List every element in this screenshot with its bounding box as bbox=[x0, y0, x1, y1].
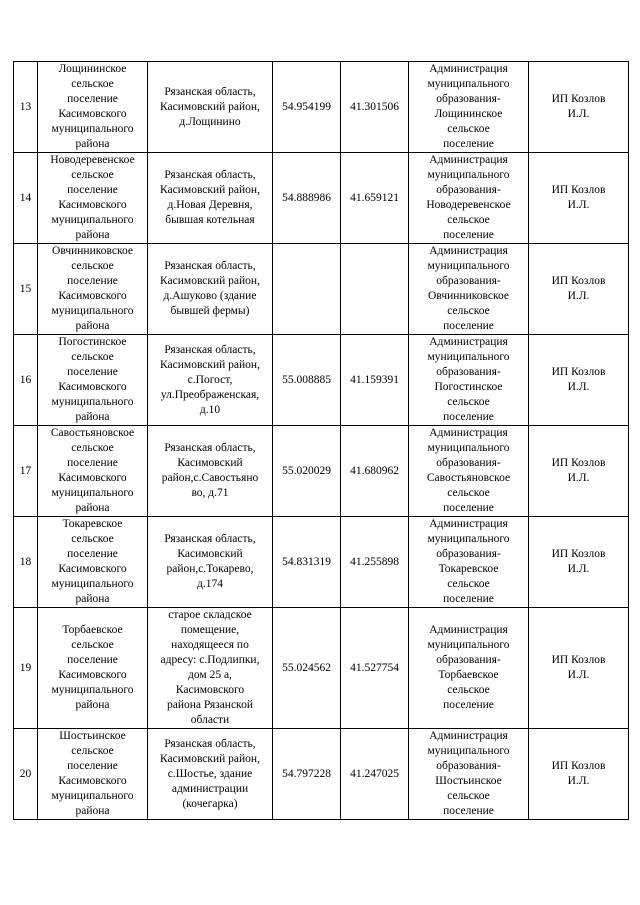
table-row bbox=[14, 335, 629, 426]
address: Рязанская область, Касимовский район,с.Токарево, д.174 bbox=[148, 517, 273, 608]
operator: ИП Козлов И.Л. bbox=[529, 517, 629, 608]
address: Рязанская область, Касимовский район, д.Лощинино bbox=[148, 62, 273, 153]
latitude: 55.008885 bbox=[273, 335, 341, 426]
owner: Администрация муниципального образования- Токаревское сельское поселение bbox=[409, 517, 529, 608]
latitude: 54.888986 bbox=[273, 153, 341, 244]
latitude: 55.024562 bbox=[273, 608, 341, 729]
table-row bbox=[14, 62, 629, 153]
owner: Администрация муниципального образования- Овчинниковское сельское поселение bbox=[409, 244, 529, 335]
operator: ИП Козлов И.Л. bbox=[529, 426, 629, 517]
row-number: 16 bbox=[14, 335, 38, 426]
longitude: 41.527754 bbox=[341, 608, 409, 729]
table-row bbox=[14, 729, 629, 820]
owner: Администрация муниципального образования- Лощининское сельское поселение bbox=[409, 62, 529, 153]
owner: Администрация муниципального образования- Шостьинское сельское поселение bbox=[409, 729, 529, 820]
address: Рязанская область, Касимовский район, д.Ашуково (здание бывшей фермы) bbox=[148, 244, 273, 335]
latitude: 54.954199 bbox=[273, 62, 341, 153]
longitude: 41.247025 bbox=[341, 729, 409, 820]
address: Рязанская область, Касимовский район,с.Савостьяно во, д.71 bbox=[148, 426, 273, 517]
row-number: 13 bbox=[14, 62, 38, 153]
address: Рязанская область, Касимовский район, с.Шостье, здание администрации (кочегарка) bbox=[148, 729, 273, 820]
settlement-name: Савостьяновское сельское поселение Касимовского муниципального района bbox=[38, 426, 148, 517]
longitude: 41.159391 bbox=[341, 335, 409, 426]
row-number: 14 bbox=[14, 153, 38, 244]
table-row bbox=[14, 426, 629, 517]
table-row bbox=[14, 244, 629, 335]
settlement-name: Погостинское сельское поселение Касимовского муниципального района bbox=[38, 335, 148, 426]
row-number: 18 bbox=[14, 517, 38, 608]
operator: ИП Козлов И.Л. bbox=[529, 62, 629, 153]
operator: ИП Козлов И.Л. bbox=[529, 244, 629, 335]
operator: ИП Козлов И.Л. bbox=[529, 153, 629, 244]
longitude: 41.301506 bbox=[341, 62, 409, 153]
address: Рязанская область, Касимовский район, д.Новая Деревня, бывшая котельная bbox=[148, 153, 273, 244]
row-number: 20 bbox=[14, 729, 38, 820]
settlement-name: Торбаевское сельское поселение Касимовского муниципального района bbox=[38, 608, 148, 729]
longitude: 41.255898 bbox=[341, 517, 409, 608]
row-number: 15 bbox=[14, 244, 38, 335]
settlements-table bbox=[13, 61, 629, 820]
operator: ИП Козлов И.Л. bbox=[529, 608, 629, 729]
owner: Администрация муниципального образования- Погостинское сельское поселение bbox=[409, 335, 529, 426]
longitude: 41.659121 bbox=[341, 153, 409, 244]
address: Рязанская область, Касимовский район, с.Погост, ул.Преображенская, д.10 bbox=[148, 335, 273, 426]
settlement-name: Токаревское сельское поселение Касимовского муниципального района bbox=[38, 517, 148, 608]
longitude: 41.680962 bbox=[341, 426, 409, 517]
settlement-name: Шостьинское сельское поселение Касимовского муниципального района bbox=[38, 729, 148, 820]
table-row bbox=[14, 153, 629, 244]
settlement-name: Новодеревенское сельское поселение Касимовского муниципального района bbox=[38, 153, 148, 244]
row-number: 17 bbox=[14, 426, 38, 517]
table-row bbox=[14, 517, 629, 608]
address: старое складское помещение, находящееся по адресу: с.Подлипки, дом 25 а, Касимовского района Рязанской области bbox=[148, 608, 273, 729]
latitude: 55.020029 bbox=[273, 426, 341, 517]
owner: Администрация муниципального образования- Новодеревенское сельское поселение bbox=[409, 153, 529, 244]
longitude bbox=[341, 244, 409, 335]
owner: Администрация муниципального образования- Торбаевское сельское поселение bbox=[409, 608, 529, 729]
table-row bbox=[14, 608, 629, 729]
owner: Администрация муниципального образования- Савостьяновское сельское поселение bbox=[409, 426, 529, 517]
latitude: 54.831319 bbox=[273, 517, 341, 608]
row-number: 19 bbox=[14, 608, 38, 729]
operator: ИП Козлов И.Л. bbox=[529, 335, 629, 426]
operator: ИП Козлов И.Л. bbox=[529, 729, 629, 820]
settlement-name: Лощининское сельское поселение Касимовского муниципального района bbox=[38, 62, 148, 153]
latitude: 54.797228 bbox=[273, 729, 341, 820]
settlement-name: Овчинниковское сельское поселение Касимовского муниципального района bbox=[38, 244, 148, 335]
latitude bbox=[273, 244, 341, 335]
